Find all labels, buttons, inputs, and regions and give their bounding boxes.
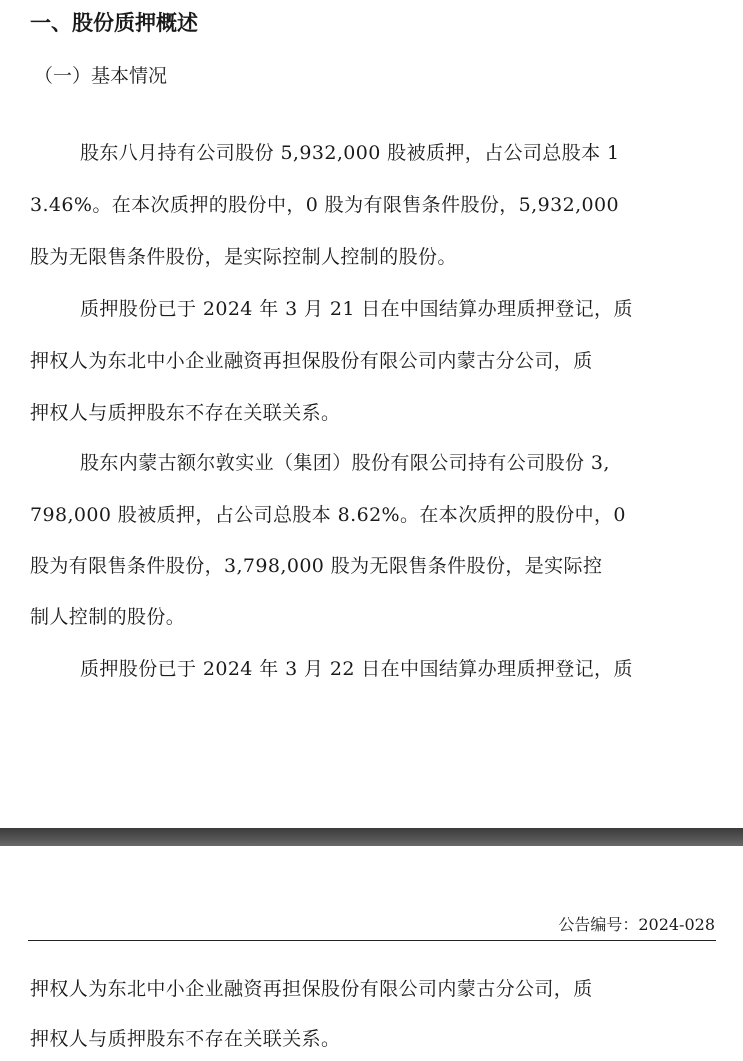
header-rule bbox=[28, 940, 716, 941]
subsection-heading: （一）基本情况 bbox=[34, 65, 168, 87]
paragraph-line: 798,000 股被质押，占公司总股本 8.62%。在本次质押的股份中，0 bbox=[30, 504, 626, 526]
paragraph-line: 股为有限售条件股份，3,798,000 股为无限售条件股份，是实际控 bbox=[30, 555, 603, 577]
page-separator bbox=[0, 828, 743, 846]
paragraph-line: 制人控制的股份。 bbox=[30, 606, 186, 628]
paragraph-line: 股东八月持有公司股份 5,932,000 股被质押，占公司总股本 1 bbox=[80, 142, 620, 164]
paragraph-line: 3.46%。在本次质押的股份中，0 股为有限售条件股份，5,932,000 bbox=[30, 194, 619, 216]
paragraph-line: 质押股份已于 2024 年 3 月 22 日在中国结算办理质押登记，质 bbox=[80, 658, 633, 680]
section-heading: 一、股份质押概述 bbox=[30, 11, 198, 35]
paragraph-line: 押权人为东北中小企业融资再担保股份有限公司内蒙古分公司，质 bbox=[30, 978, 593, 1000]
paragraph-line: 股东内蒙古额尔敦实业（集团）股份有限公司持有公司股份 3, bbox=[80, 452, 610, 474]
notice-number: 公告编号：2024-028 bbox=[558, 915, 715, 934]
paragraph-line: 质押股份已于 2024 年 3 月 21 日在中国结算办理质押登记，质 bbox=[80, 298, 633, 320]
paragraph-line: 押权人为东北中小企业融资再担保股份有限公司内蒙古分公司，质 bbox=[30, 350, 593, 372]
paragraph-line: 押权人与质押股东不存在关联关系。 bbox=[30, 402, 341, 424]
paragraph-line: 押权人与质押股东不存在关联关系。 bbox=[30, 1028, 341, 1050]
paragraph-line: 股为无限售条件股份，是实际控制人控制的股份。 bbox=[30, 246, 457, 268]
